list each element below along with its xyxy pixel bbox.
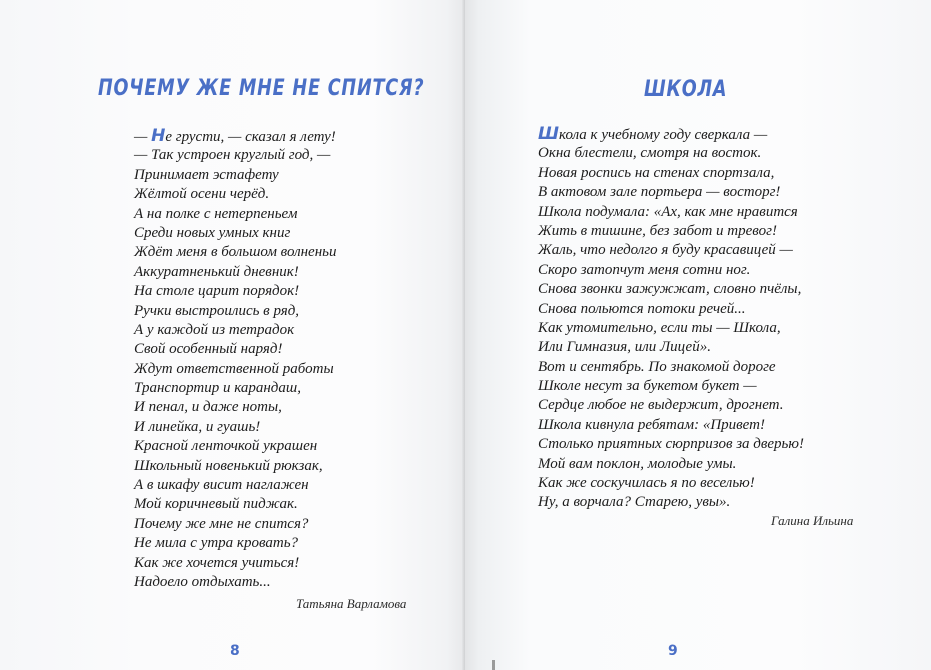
- poem-line: Мой коричневый пиджак.: [134, 496, 298, 513]
- left-page-title: ПОЧЕМУ ЖЕ МНЕ НЕ СПИТСЯ?: [98, 76, 425, 101]
- poem-line-rest: кола к учебному году сверкала —: [559, 127, 768, 143]
- page-number-right: 9: [668, 643, 678, 659]
- poem-line: Надоело отдыхать...: [134, 573, 271, 590]
- poem-line: Принимает эстафету: [134, 166, 279, 183]
- right-page-title: ШКОЛА: [644, 77, 728, 102]
- poem-line: Окна блестели, смотря на восток.: [538, 145, 762, 162]
- poem-line: Свой особенный наряд!: [134, 341, 283, 358]
- left-poem-author: Татьяна Варламова: [296, 596, 407, 611]
- poem-line: Ручки выстроились в ряд,: [134, 302, 300, 319]
- poem-line: [538, 125, 804, 144]
- poem-line: А у каждой из тетрадок: [134, 321, 295, 338]
- poem-line-lead: —: [134, 129, 152, 145]
- poem-line: Аккуратненький дневник!: [134, 263, 299, 280]
- poem-line: Столько приятных сюрпризов за дверью!: [538, 436, 804, 453]
- right-poem-author: Галина Ильина: [771, 513, 854, 528]
- poem-line: Вот и сентябрь. По знакомой дороге: [538, 358, 776, 375]
- poem-line: Мой вам поклон, молодые умы.: [538, 455, 737, 472]
- poem-line: А в шкафу висит наглажен: [134, 477, 309, 494]
- poem-line: Скоро затопчут меня сотни ног.: [538, 261, 751, 278]
- drop-cap: Н: [151, 126, 166, 146]
- poem-line: На столе царит порядок!: [134, 283, 300, 300]
- poem-line: Новая роспись на стенах спортзала,: [538, 164, 775, 181]
- spine-mark: [492, 660, 495, 670]
- right-poem: [538, 125, 804, 513]
- poem-line: Как утомительно, если ты — Школа,: [538, 319, 781, 336]
- poem-line: Как же соскучилась я по веселью!: [538, 475, 755, 492]
- left-page: [0, 0, 465, 670]
- drop-cap: Ш: [538, 124, 560, 144]
- poem-line: Или Гимназия, или Лицей».: [538, 339, 711, 356]
- poem-line: Школьный новенький рюкзак,: [134, 457, 323, 474]
- poem-line: Снова звонки зажужжат, словно пчёлы,: [538, 281, 802, 298]
- poem-line: Ждут ответственной работы: [134, 360, 334, 377]
- poem-line: Школе несут за букетом букет —: [538, 378, 757, 395]
- right-page: [465, 0, 931, 670]
- poem-line: И линейка, и гуашь!: [134, 418, 261, 435]
- poem-line: Красной ленточкой украшен: [134, 438, 318, 455]
- poem-line: Жить в тишине, без забот и тревог!: [538, 222, 777, 239]
- poem-line: Ну, а ворчала? Старею, увы».: [538, 494, 731, 511]
- poem-line: Жёлтой осени черёд.: [134, 186, 270, 203]
- poem-line: Сердце любое не выдержит, дрогнет.: [538, 397, 784, 414]
- poem-line: Не мила с утра кровать?: [134, 535, 299, 552]
- poem-line: Ждёт меня в большом волненьи: [134, 244, 337, 261]
- poem-line: Школа кивнула ребятам: «Привет!: [538, 416, 765, 433]
- poem-line: Среди новых умных книг: [134, 224, 291, 241]
- poem-line: Школа подумала: «Ах, как мне нравится: [538, 203, 798, 220]
- poem-line: Транспортир и карандаш,: [134, 380, 301, 397]
- poem-line: В актовом зале портьера — восторг!: [538, 184, 781, 201]
- poem-line: И пенал, и даже ноты,: [134, 399, 282, 416]
- poem-line: Снова польются потоки речей...: [538, 300, 746, 317]
- poem-line: — Так устроен круглый год, —: [134, 147, 331, 164]
- poem-line: [134, 127, 337, 146]
- page-number-left: 8: [230, 643, 240, 659]
- poem-line: Жаль, что недолго я буду красавицей —: [538, 242, 793, 259]
- poem-line: Как же хочется учиться!: [134, 554, 300, 571]
- left-poem: [134, 127, 337, 592]
- poem-line: А на полке с нетерпеньем: [134, 205, 298, 222]
- poem-line-rest: е грусти, — сказал я лету!: [165, 129, 336, 145]
- poem-line: Почему же мне не спится?: [134, 515, 309, 532]
